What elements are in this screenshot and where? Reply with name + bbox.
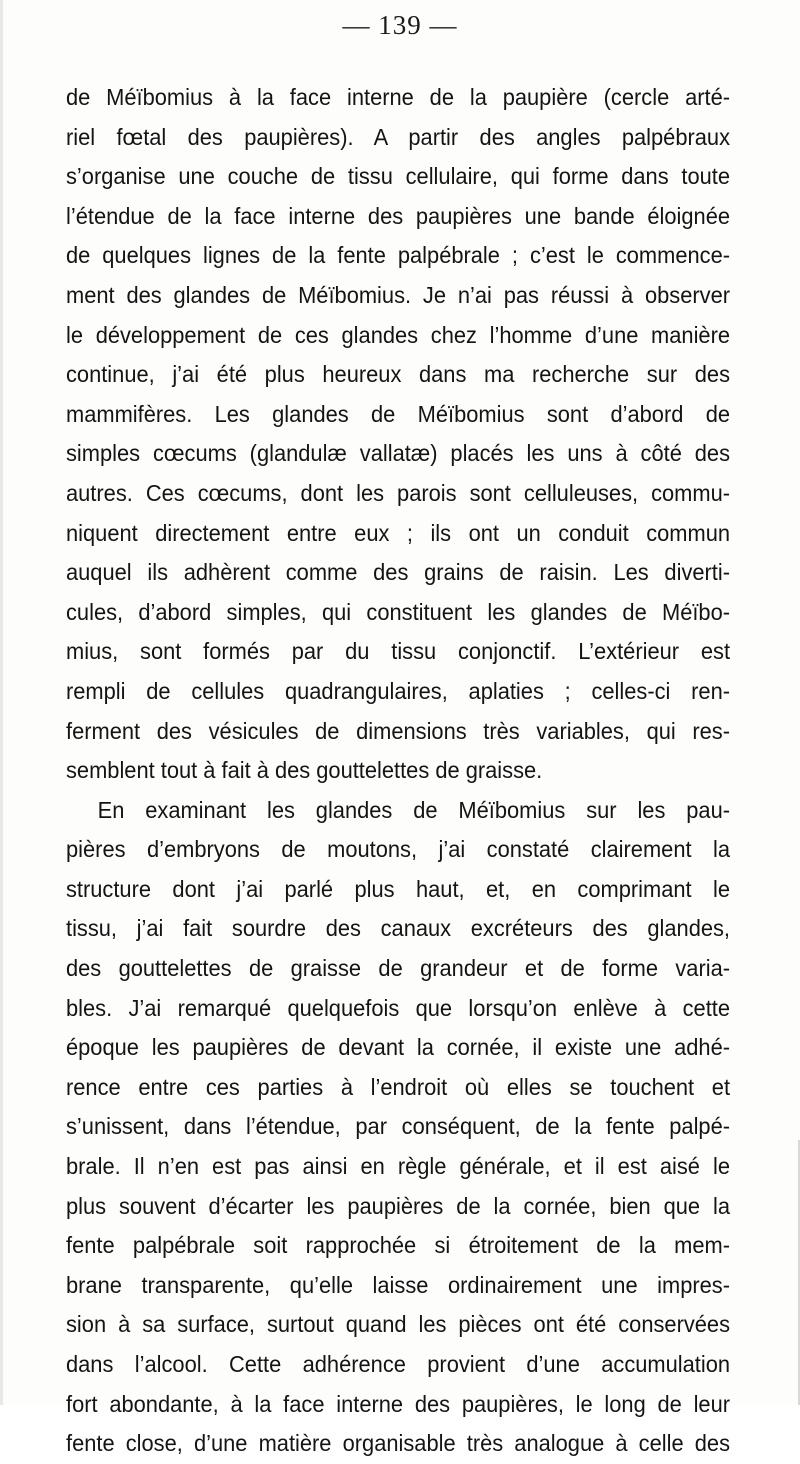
text-line: ment des glandes de Méïbomius. Je n’ai pas réussi à observer (66, 281, 731, 308)
text-line: plus souvent d’écarter les paupières de la cornée, bien que la (66, 1192, 731, 1219)
text-line: dans l’alcool. Cette adhérence provient d’une accumulation (66, 1351, 731, 1377)
text-line: pières d’embryons de moutons, j’ai constaté clairement la (66, 836, 731, 863)
text-line: l’étendue de la face interne des paupières une bande éloignée (66, 202, 731, 229)
text-line: brale. Il n’en est pas ainsi en règle générale, et il est aisé le (66, 1153, 731, 1180)
text-line: de Méïbomius à la face interne de la paupière (cercle arté- (66, 84, 731, 110)
text-line: fort abondante, à la face interne des paupières, le long de leur (66, 1390, 731, 1417)
text-line: rempli de cellules quadrangulaires, aplaties ; celles-ci ren- (66, 677, 731, 704)
text-line: riel fœtal des paupières). A partir des angles palpébraux (66, 123, 731, 150)
text-line: mammifères. Les glandes de Méïbomius sont d’abord de (66, 400, 731, 427)
text-line: simples cœcums (glandulæ vallatæ) placés les uns à côté des (66, 440, 731, 467)
text-line: auquel ils adhèrent comme des grains de raisin. Les diverti- (66, 559, 731, 586)
text-line: mius, sont formés par du tissu conjonctif. L’extérieur est (66, 638, 731, 665)
text-line-paragraph-end: semblent tout à fait à des gouttelettes de graisse. (66, 757, 543, 784)
text-line-paragraph-start: En examinant les glandes de Méïbomius sur les pau- (97, 796, 731, 823)
text-line: de quelques lignes de la fente palpébrale ; c’est le commence- (66, 242, 731, 269)
body-text (66, 78, 730, 1464)
text-line: rence entre ces parties à l’endroit où elles se touchent et (66, 1073, 731, 1100)
text-line: tissu, j’ai fait sourdre des canaux excréteurs des glandes, (66, 915, 731, 942)
text-line: ferment des vésicules de dimensions très variables, qui res- (66, 717, 731, 744)
page-number: — 139 — (342, 10, 458, 40)
page-edge-shadow (0, 0, 3, 1405)
text-line: autres. Ces cœcums, dont les parois sont celluleuses, commu- (66, 479, 731, 506)
text-line: bles. J’ai remarqué quelquefois que lorsqu’on enlève à cette (66, 994, 731, 1021)
text-line: brane transparente, qu’elle laisse ordinairement une impres- (66, 1271, 731, 1298)
text-line: continue, j’ai été plus heureux dans ma recherche sur des (66, 361, 731, 388)
text-line: des gouttelettes de graisse de grandeur et de forme varia- (66, 955, 731, 982)
text-line: niquent directement entre eux ; ils ont un conduit commun (66, 519, 731, 546)
text-line: fente palpébrale soit rapprochée si étroitement de la mem- (66, 1232, 731, 1259)
text-line: fente close, d’une matière organisable très analogue à celle des (66, 1430, 731, 1457)
text-line: s’organise une couche de tissu cellulaire, qui forme dans toute (66, 163, 731, 190)
text-line: le développement de ces glandes chez l’homme d’une manière (66, 321, 731, 348)
text-line: cules, d’abord simples, qui constituent les glandes de Méïbo- (66, 598, 731, 625)
text-line: structure dont j’ai parlé plus haut, et, en comprimant le (66, 875, 731, 902)
text-line: sion à sa surface, surtout quand les pièces ont été conservées (66, 1311, 731, 1338)
text-line: s’unissent, dans l’étendue, par conséquent, de la fente palpé- (66, 1113, 731, 1140)
text-line: époque les paupières de devant la cornée, il existe une adhé- (66, 1034, 731, 1061)
